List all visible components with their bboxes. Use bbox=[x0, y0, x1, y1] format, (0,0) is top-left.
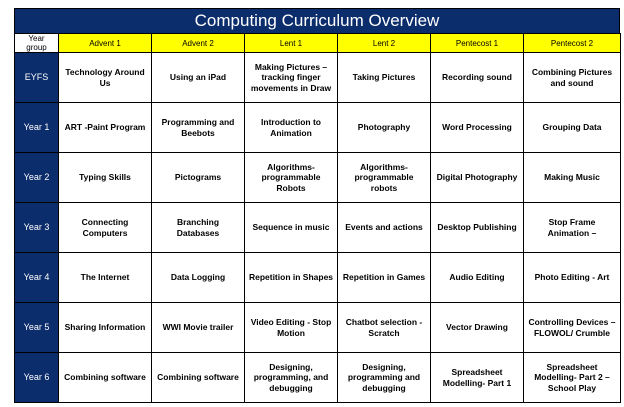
table-cell: Algorithms- programmable Robots bbox=[245, 153, 338, 203]
table-cell: Algorithms- programmable robots bbox=[338, 153, 431, 203]
curriculum-table bbox=[14, 33, 621, 403]
table-cell: Controlling Devices – FLOWOL/ Crumble bbox=[524, 303, 621, 353]
table-cell: Taking Pictures bbox=[338, 53, 431, 103]
year-label: EYFS bbox=[15, 53, 59, 103]
table-cell: Combining software bbox=[152, 353, 245, 403]
table-cell: Combining software bbox=[59, 353, 152, 403]
table-row bbox=[15, 353, 621, 403]
table-cell: Grouping Data bbox=[524, 103, 621, 153]
table-cell: Repetition in Games bbox=[338, 253, 431, 303]
table-cell: The Internet bbox=[59, 253, 152, 303]
table-cell: Sequence in music bbox=[245, 203, 338, 253]
table-cell: Sharing Information bbox=[59, 303, 152, 353]
table-cell: Vector Drawing bbox=[431, 303, 524, 353]
table-cell: Photo Editing - Art bbox=[524, 253, 621, 303]
table-row bbox=[15, 303, 621, 353]
table-cell: Typing Skills bbox=[59, 153, 152, 203]
page-title: Computing Curriculum Overview bbox=[14, 8, 620, 33]
table-cell: Stop Frame Animation – bbox=[524, 203, 621, 253]
table-cell: Spreadsheet Modelling- Part 2 – School Play bbox=[524, 353, 621, 403]
table-cell: Digital Photography bbox=[431, 153, 524, 203]
table-cell: Desktop Publishing bbox=[431, 203, 524, 253]
table-cell: Chatbot selection - Scratch bbox=[338, 303, 431, 353]
table-cell: Data Logging bbox=[152, 253, 245, 303]
table-cell: Making Music bbox=[524, 153, 621, 203]
table-row bbox=[15, 53, 621, 103]
table-cell: Programming and Beebots bbox=[152, 103, 245, 153]
year-label: Year 5 bbox=[15, 303, 59, 353]
table-row bbox=[15, 253, 621, 303]
header-lent-1: Lent 1 bbox=[245, 34, 338, 53]
table-cell: WWI Movie trailer bbox=[152, 303, 245, 353]
table-cell: Recording sound bbox=[431, 53, 524, 103]
year-label: Year 1 bbox=[15, 103, 59, 153]
table-cell: Connecting Computers bbox=[59, 203, 152, 253]
table-cell: Spreadsheet Modelling- Part 1 bbox=[431, 353, 524, 403]
table-cell: Audio Editing bbox=[431, 253, 524, 303]
table-row bbox=[15, 103, 621, 153]
header-row bbox=[15, 34, 621, 53]
table-row bbox=[15, 153, 621, 203]
table-cell: Word Processing bbox=[431, 103, 524, 153]
table-cell: Repetition in Shapes bbox=[245, 253, 338, 303]
table-cell: ART -Paint Program bbox=[59, 103, 152, 153]
table-cell: Photography bbox=[338, 103, 431, 153]
table-cell: Branching Databases bbox=[152, 203, 245, 253]
year-label: Year 6 bbox=[15, 353, 59, 403]
table-cell: Introduction to Animation bbox=[245, 103, 338, 153]
table-cell: Making Pictures – tracking finger movements in Draw bbox=[245, 53, 338, 103]
table-cell: Events and actions bbox=[338, 203, 431, 253]
table-cell: Using an iPad bbox=[152, 53, 245, 103]
table-cell: Pictograms bbox=[152, 153, 245, 203]
header-advent-2: Advent 2 bbox=[152, 34, 245, 53]
table-cell: Designing, programming and debugging bbox=[338, 353, 431, 403]
header-advent-1: Advent 1 bbox=[59, 34, 152, 53]
year-label: Year 2 bbox=[15, 153, 59, 203]
header-pentecost-2: Pentecost 2 bbox=[524, 34, 621, 53]
curriculum-sheet bbox=[14, 8, 620, 403]
header-lent-2: Lent 2 bbox=[338, 34, 431, 53]
year-label: Year 4 bbox=[15, 253, 59, 303]
table-row bbox=[15, 203, 621, 253]
table-cell: Combining Pictures and sound bbox=[524, 53, 621, 103]
year-label: Year 3 bbox=[15, 203, 59, 253]
table-cell: Technology Around Us bbox=[59, 53, 152, 103]
header-pentecost-1: Pentecost 1 bbox=[431, 34, 524, 53]
table-cell: Video Editing - Stop Motion bbox=[245, 303, 338, 353]
table-cell: Designing, programming, and debugging bbox=[245, 353, 338, 403]
header-year-group: Year group bbox=[15, 34, 59, 53]
